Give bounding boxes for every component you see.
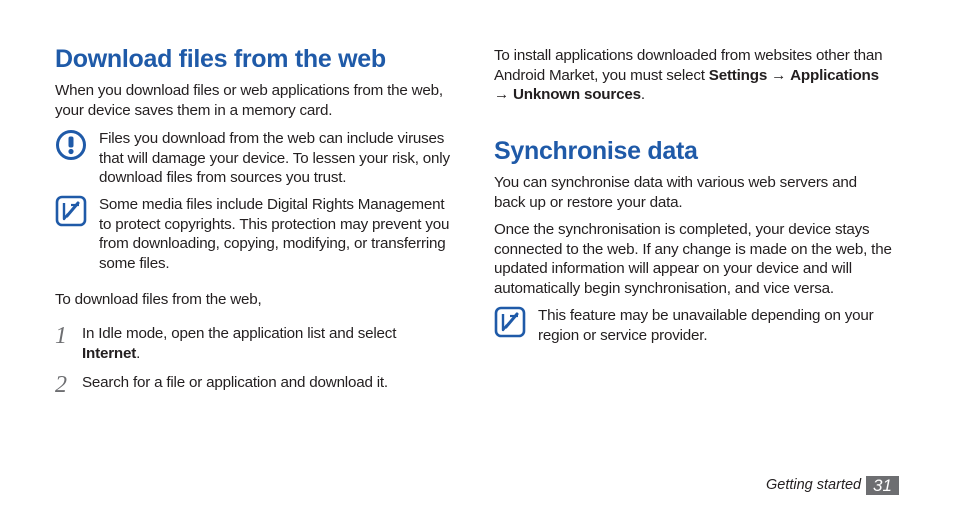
page-number-badge: 31 [866,476,899,495]
settings-label: Settings [708,66,768,84]
warning-icon [55,129,87,161]
step-number: 1 [55,323,67,349]
step-text: Search for a file or application and download it. [82,374,388,391]
footer-section-label: Getting started [766,477,862,493]
internet-label: Internet [82,344,137,362]
applications-label: Applications [790,66,879,84]
download-lead: To download files from the web, [55,291,262,308]
step-number: 2 [55,372,67,398]
sync-info-note-text: This feature may be unavailable depending on your region or service provider. [538,307,874,344]
step-text: In Idle mode, open the application list and select Internet. [82,325,397,362]
download-intro: When you download files or web applications from the web, your device saves them in a memory card. [55,82,443,119]
note-icon [55,195,87,227]
sync-para-2: Once the synchronisation is completed, your device stays connected to the web. If any change is made on the web, the updated information will appear on your device and will automatically begin synchronisation, and vice versa. [494,221,892,297]
info-note-text: Some media files include Digital Rights Management to protect copyrights. This protection may prevent you from downloading, copying, modifying, or transferring some files. [99,196,450,272]
unknown-sources-label: Unknown sources [513,86,641,104]
sync-para-1: You can synchronise data with various web servers and back up or restore your data. [494,174,857,211]
sync-heading: Synchronise data [494,137,698,165]
note-icon [494,306,526,338]
download-heading: Download files from the web [55,45,386,73]
warning-note-text: Files you download from the web can include viruses that will damage your device. To lessen your risk, only download files from sources you trust. [99,130,450,187]
install-text: To install applications downloaded from websites other than Android Market, you must select Settings → Applications → Unknown sources. [494,47,883,104]
